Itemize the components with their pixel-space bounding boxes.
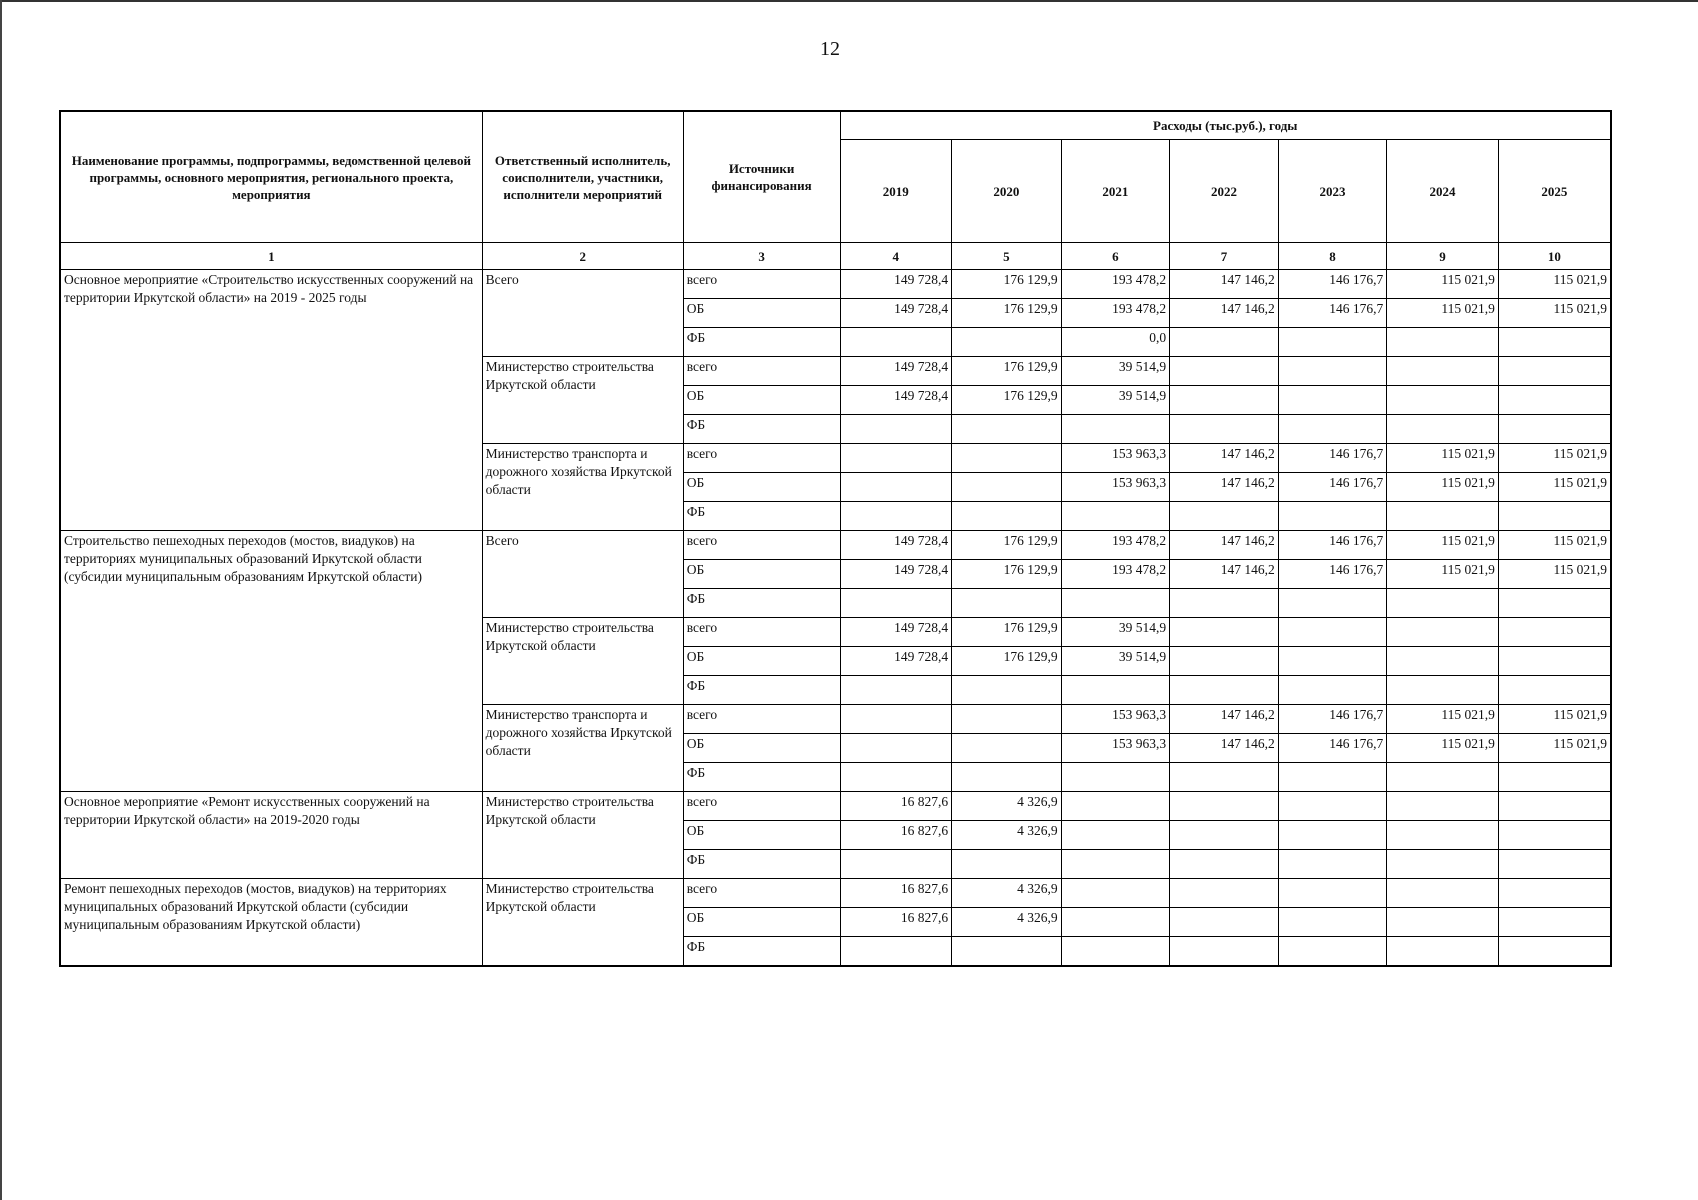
value-cell-2020 [952, 734, 1062, 763]
value-cell-2020 [952, 850, 1062, 879]
program-name-cell: Строительство пешеходных переходов (мостов, виадуков) на территориях муниципальных образований Иркутской области (субсидии муниципальным образованиям Иркутской области) [60, 531, 482, 792]
value-cell-2022 [1170, 850, 1279, 879]
header-column-number: 7 [1170, 243, 1279, 270]
value-cell-2019: 149 728,4 [840, 560, 952, 589]
value-cell-2023: 146 176,7 [1278, 270, 1387, 299]
funding-source-cell: ФБ [683, 502, 840, 531]
value-cell-2023 [1278, 908, 1387, 937]
value-cell-2023 [1278, 763, 1387, 792]
value-cell-2021: 39 514,9 [1061, 647, 1170, 676]
value-cell-2019 [840, 502, 952, 531]
value-cell-2021: 153 963,3 [1061, 734, 1170, 763]
value-cell-2023 [1278, 879, 1387, 908]
value-cell-2023: 146 176,7 [1278, 734, 1387, 763]
value-cell-2021: 153 963,3 [1061, 444, 1170, 473]
header-column-number: 2 [482, 243, 683, 270]
value-cell-2024 [1387, 821, 1499, 850]
value-cell-2021 [1061, 937, 1170, 967]
value-cell-2019: 149 728,4 [840, 357, 952, 386]
value-cell-2025 [1498, 937, 1611, 967]
value-cell-2021 [1061, 676, 1170, 705]
value-cell-2021: 153 963,3 [1061, 705, 1170, 734]
value-cell-2024 [1387, 908, 1499, 937]
value-cell-2020: 176 129,9 [952, 531, 1062, 560]
value-cell-2021: 39 514,9 [1061, 386, 1170, 415]
header-column-number: 4 [840, 243, 952, 270]
funding-source-cell: всего [683, 618, 840, 647]
value-cell-2023 [1278, 357, 1387, 386]
value-cell-2020: 4 326,9 [952, 821, 1062, 850]
value-cell-2019: 149 728,4 [840, 531, 952, 560]
table-row [60, 879, 1611, 908]
value-cell-2022: 147 146,2 [1170, 299, 1279, 328]
value-cell-2022: 147 146,2 [1170, 270, 1279, 299]
value-cell-2020: 176 129,9 [952, 270, 1062, 299]
value-cell-2020: 176 129,9 [952, 618, 1062, 647]
funding-source-cell: ОБ [683, 473, 840, 502]
value-cell-2023 [1278, 589, 1387, 618]
value-cell-2023: 146 176,7 [1278, 531, 1387, 560]
funding-source-cell: ФБ [683, 415, 840, 444]
header-year: 2023 [1278, 140, 1387, 243]
value-cell-2022: 147 146,2 [1170, 560, 1279, 589]
funding-source-cell: ОБ [683, 647, 840, 676]
funding-source-cell: ФБ [683, 763, 840, 792]
executor-cell: Всего [482, 531, 683, 618]
value-cell-2025 [1498, 415, 1611, 444]
value-cell-2022 [1170, 415, 1279, 444]
value-cell-2021: 193 478,2 [1061, 531, 1170, 560]
header-column-number: 8 [1278, 243, 1387, 270]
value-cell-2024: 115 021,9 [1387, 531, 1499, 560]
value-cell-2020 [952, 937, 1062, 967]
value-cell-2024 [1387, 357, 1499, 386]
value-cell-2020: 4 326,9 [952, 908, 1062, 937]
program-name-cell: Основное мероприятие «Ремонт искусственных сооружений на территории Иркутской области» на 2019-2020 годы [60, 792, 482, 879]
header-funding-source: Источники финансирования [683, 111, 840, 243]
value-cell-2019 [840, 705, 952, 734]
funding-source-cell: всего [683, 444, 840, 473]
funding-source-cell: ФБ [683, 589, 840, 618]
header-program-name: Наименование программы, подпрограммы, ведомственной целевой программы, основного мероприятия, регионального проекта, мероприятия [60, 111, 482, 243]
value-cell-2020 [952, 763, 1062, 792]
value-cell-2024: 115 021,9 [1387, 299, 1499, 328]
header-year: 2020 [952, 140, 1062, 243]
value-cell-2023: 146 176,7 [1278, 705, 1387, 734]
header-numbers-row [60, 243, 1611, 270]
value-cell-2024 [1387, 589, 1499, 618]
value-cell-2024 [1387, 850, 1499, 879]
value-cell-2023 [1278, 502, 1387, 531]
value-cell-2019: 149 728,4 [840, 386, 952, 415]
value-cell-2024: 115 021,9 [1387, 705, 1499, 734]
value-cell-2024 [1387, 502, 1499, 531]
executor-cell: Министерство строительства Иркутской области [482, 879, 683, 967]
value-cell-2025: 115 021,9 [1498, 270, 1611, 299]
value-cell-2021 [1061, 879, 1170, 908]
value-cell-2021 [1061, 908, 1170, 937]
value-cell-2019: 16 827,6 [840, 821, 952, 850]
executor-cell: Министерство строительства Иркутской области [482, 357, 683, 444]
value-cell-2019 [840, 763, 952, 792]
value-cell-2022 [1170, 879, 1279, 908]
value-cell-2023 [1278, 676, 1387, 705]
header-column-number: 3 [683, 243, 840, 270]
value-cell-2025 [1498, 763, 1611, 792]
value-cell-2020: 4 326,9 [952, 792, 1062, 821]
value-cell-2019: 16 827,6 [840, 879, 952, 908]
value-cell-2020 [952, 473, 1062, 502]
funding-source-cell: ОБ [683, 386, 840, 415]
value-cell-2025: 115 021,9 [1498, 444, 1611, 473]
value-cell-2022 [1170, 763, 1279, 792]
value-cell-2019 [840, 415, 952, 444]
value-cell-2022 [1170, 792, 1279, 821]
value-cell-2020: 176 129,9 [952, 647, 1062, 676]
program-name-cell: Ремонт пешеходных переходов (мостов, виадуков) на территориях муниципальных образований Иркутской области (субсидии муниципальным образованиям Иркутской области) [60, 879, 482, 967]
value-cell-2022: 147 146,2 [1170, 705, 1279, 734]
value-cell-2025 [1498, 676, 1611, 705]
header-column-number: 10 [1498, 243, 1611, 270]
value-cell-2020 [952, 676, 1062, 705]
value-cell-2025: 115 021,9 [1498, 473, 1611, 502]
header-column-number: 6 [1061, 243, 1170, 270]
value-cell-2025: 115 021,9 [1498, 705, 1611, 734]
funding-source-cell: ФБ [683, 676, 840, 705]
value-cell-2024: 115 021,9 [1387, 734, 1499, 763]
value-cell-2024: 115 021,9 [1387, 444, 1499, 473]
value-cell-2020 [952, 415, 1062, 444]
header-year: 2025 [1498, 140, 1611, 243]
header-column-number: 9 [1387, 243, 1499, 270]
value-cell-2022 [1170, 357, 1279, 386]
value-cell-2021 [1061, 792, 1170, 821]
value-cell-2024: 115 021,9 [1387, 473, 1499, 502]
value-cell-2022 [1170, 676, 1279, 705]
value-cell-2021: 39 514,9 [1061, 618, 1170, 647]
executor-cell: Министерство транспорта и дорожного хозяйства Иркутской области [482, 705, 683, 792]
value-cell-2025 [1498, 792, 1611, 821]
value-cell-2021 [1061, 763, 1170, 792]
value-cell-2019 [840, 328, 952, 357]
funding-source-cell: ФБ [683, 937, 840, 967]
funding-source-cell: ОБ [683, 299, 840, 328]
value-cell-2025 [1498, 821, 1611, 850]
value-cell-2024 [1387, 328, 1499, 357]
value-cell-2025 [1498, 908, 1611, 937]
value-cell-2019: 149 728,4 [840, 270, 952, 299]
funding-source-cell: ОБ [683, 908, 840, 937]
value-cell-2024: 115 021,9 [1387, 560, 1499, 589]
header-column-number: 1 [60, 243, 482, 270]
funding-source-cell: всего [683, 531, 840, 560]
value-cell-2020 [952, 705, 1062, 734]
value-cell-2024 [1387, 879, 1499, 908]
funding-source-cell: всего [683, 792, 840, 821]
value-cell-2019 [840, 473, 952, 502]
value-cell-2022 [1170, 647, 1279, 676]
value-cell-2022 [1170, 328, 1279, 357]
budget-table [59, 110, 1612, 967]
value-cell-2023: 146 176,7 [1278, 473, 1387, 502]
value-cell-2020: 176 129,9 [952, 560, 1062, 589]
value-cell-2021: 193 478,2 [1061, 299, 1170, 328]
value-cell-2022 [1170, 618, 1279, 647]
value-cell-2022 [1170, 589, 1279, 618]
table-body [60, 270, 1611, 967]
value-cell-2025: 115 021,9 [1498, 560, 1611, 589]
value-cell-2021 [1061, 821, 1170, 850]
value-cell-2021 [1061, 850, 1170, 879]
page-number: 12 [820, 38, 840, 60]
value-cell-2020 [952, 444, 1062, 473]
value-cell-2025: 115 021,9 [1498, 531, 1611, 560]
value-cell-2019: 149 728,4 [840, 647, 952, 676]
value-cell-2023 [1278, 792, 1387, 821]
value-cell-2023 [1278, 415, 1387, 444]
value-cell-2022: 147 146,2 [1170, 473, 1279, 502]
executor-cell: Министерство строительства Иркутской области [482, 792, 683, 879]
value-cell-2022 [1170, 386, 1279, 415]
value-cell-2025 [1498, 647, 1611, 676]
value-cell-2020: 176 129,9 [952, 357, 1062, 386]
value-cell-2019 [840, 676, 952, 705]
value-cell-2024 [1387, 415, 1499, 444]
top-border-line [0, 0, 1698, 2]
value-cell-2022 [1170, 502, 1279, 531]
value-cell-2024 [1387, 386, 1499, 415]
value-cell-2022: 147 146,2 [1170, 444, 1279, 473]
value-cell-2023 [1278, 937, 1387, 967]
value-cell-2023 [1278, 821, 1387, 850]
value-cell-2019: 149 728,4 [840, 299, 952, 328]
executor-cell: Министерство строительства Иркутской области [482, 618, 683, 705]
value-cell-2021 [1061, 589, 1170, 618]
table-row [60, 531, 1611, 560]
value-cell-2024 [1387, 647, 1499, 676]
value-cell-2020 [952, 328, 1062, 357]
funding-source-cell: ОБ [683, 821, 840, 850]
value-cell-2024 [1387, 937, 1499, 967]
table-row [60, 270, 1611, 299]
value-cell-2021 [1061, 502, 1170, 531]
program-name-cell: Основное мероприятие «Строительство искусственных сооружений на территории Иркутской области» на 2019 - 2025 годы [60, 270, 482, 531]
header-expenses-group: Расходы (тыс.руб.), годы [840, 111, 1611, 140]
value-cell-2024 [1387, 763, 1499, 792]
value-cell-2025 [1498, 850, 1611, 879]
value-cell-2024: 115 021,9 [1387, 270, 1499, 299]
value-cell-2021: 0,0 [1061, 328, 1170, 357]
value-cell-2025 [1498, 618, 1611, 647]
header-executor: Ответственный исполнитель, соисполнители, участники, исполнители мероприятий [482, 111, 683, 243]
value-cell-2022: 147 146,2 [1170, 531, 1279, 560]
value-cell-2025: 115 021,9 [1498, 734, 1611, 763]
value-cell-2020 [952, 589, 1062, 618]
value-cell-2022: 147 146,2 [1170, 734, 1279, 763]
value-cell-2025 [1498, 386, 1611, 415]
header-year: 2024 [1387, 140, 1499, 243]
value-cell-2025 [1498, 357, 1611, 386]
value-cell-2023: 146 176,7 [1278, 444, 1387, 473]
value-cell-2019: 149 728,4 [840, 618, 952, 647]
value-cell-2019 [840, 589, 952, 618]
value-cell-2024 [1387, 618, 1499, 647]
funding-source-cell: всего [683, 270, 840, 299]
value-cell-2019 [840, 734, 952, 763]
value-cell-2020: 4 326,9 [952, 879, 1062, 908]
value-cell-2021: 153 963,3 [1061, 473, 1170, 502]
value-cell-2023 [1278, 328, 1387, 357]
executor-cell: Всего [482, 270, 683, 357]
value-cell-2025 [1498, 879, 1611, 908]
value-cell-2025: 115 021,9 [1498, 299, 1611, 328]
value-cell-2025 [1498, 502, 1611, 531]
funding-source-cell: ФБ [683, 328, 840, 357]
value-cell-2019: 16 827,6 [840, 908, 952, 937]
value-cell-2022 [1170, 937, 1279, 967]
value-cell-2020: 176 129,9 [952, 386, 1062, 415]
value-cell-2019 [840, 444, 952, 473]
value-cell-2023 [1278, 647, 1387, 676]
funding-source-cell: всего [683, 879, 840, 908]
value-cell-2025 [1498, 328, 1611, 357]
value-cell-2024 [1387, 792, 1499, 821]
value-cell-2021: 193 478,2 [1061, 560, 1170, 589]
value-cell-2021: 39 514,9 [1061, 357, 1170, 386]
value-cell-2021 [1061, 415, 1170, 444]
header-year: 2022 [1170, 140, 1279, 243]
funding-source-cell: всего [683, 705, 840, 734]
funding-source-cell: ОБ [683, 560, 840, 589]
value-cell-2025 [1498, 589, 1611, 618]
value-cell-2020: 176 129,9 [952, 299, 1062, 328]
value-cell-2019 [840, 850, 952, 879]
header-year: 2019 [840, 140, 952, 243]
header-column-number: 5 [952, 243, 1062, 270]
value-cell-2020 [952, 502, 1062, 531]
value-cell-2022 [1170, 821, 1279, 850]
left-border-line [0, 0, 2, 1200]
funding-source-cell: всего [683, 357, 840, 386]
value-cell-2024 [1387, 676, 1499, 705]
value-cell-2023 [1278, 618, 1387, 647]
value-cell-2019 [840, 937, 952, 967]
funding-source-cell: ОБ [683, 734, 840, 763]
executor-cell: Министерство транспорта и дорожного хозяйства Иркутской области [482, 444, 683, 531]
value-cell-2021: 193 478,2 [1061, 270, 1170, 299]
header-year: 2021 [1061, 140, 1170, 243]
value-cell-2022 [1170, 908, 1279, 937]
value-cell-2019: 16 827,6 [840, 792, 952, 821]
value-cell-2023 [1278, 386, 1387, 415]
value-cell-2023: 146 176,7 [1278, 299, 1387, 328]
value-cell-2023 [1278, 850, 1387, 879]
table-row [60, 792, 1611, 821]
funding-source-cell: ФБ [683, 850, 840, 879]
value-cell-2023: 146 176,7 [1278, 560, 1387, 589]
